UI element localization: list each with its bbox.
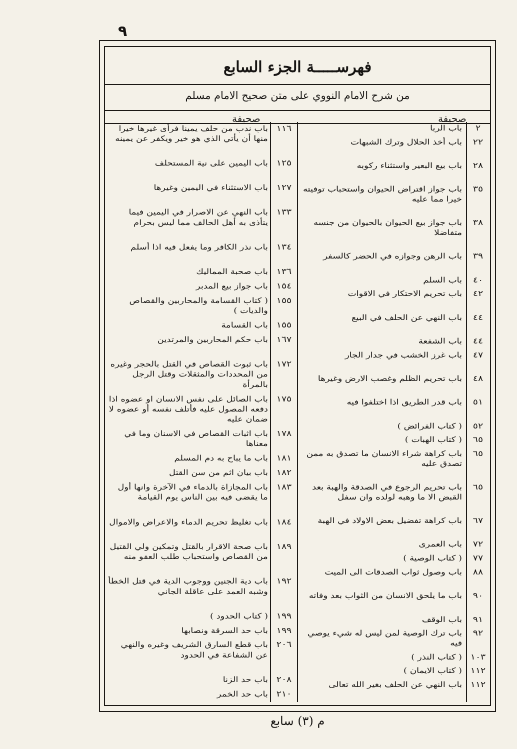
toc-entry: [104, 517, 296, 542]
toc-entry-page: ٤٤: [472, 313, 484, 323]
toc-entry: [298, 436, 490, 450]
toc-entry: [298, 554, 490, 568]
toc-entry-title: باب النهي عن الحلف في البيع: [351, 314, 462, 323]
toc-entry: [104, 321, 296, 335]
toc-entry-page: ١٨٩: [276, 542, 292, 552]
toc-entry-title: باب الرهن وجوازه في الحضر كالسفر: [323, 252, 462, 262]
toc-entry-page: ١٧٨: [276, 429, 292, 439]
toc-entry: [104, 483, 296, 518]
toc-entry-page: ١١٢: [470, 666, 486, 676]
toc-entry-page: ١٥٥: [276, 296, 292, 306]
toc-entry-title: باب حكم المحاربين والمرتدين: [157, 336, 268, 345]
toc-entry-page: ١٩٩: [276, 626, 292, 636]
toc-entry: [104, 690, 296, 704]
subtitle-divider: [104, 110, 491, 111]
toc-entry: [104, 124, 296, 159]
toc-entry: [104, 159, 296, 184]
toc-entry: [298, 667, 490, 681]
toc-entry-title: باب تغليظ تحريم الدماء والاعراض والاموال: [109, 518, 268, 527]
toc-entry: [104, 640, 296, 675]
toc-entry-page: ١٨٣: [276, 482, 292, 493]
toc-entry-page: ٤٢: [472, 289, 484, 299]
toc-entry-title: باب ترك الوصية لمن ليس له شيء يوصي فيه: [307, 629, 462, 648]
toc-entry: [298, 398, 490, 422]
toc-entry-page: ٩١: [472, 615, 484, 625]
toc-entry: [298, 483, 490, 516]
toc-entry-page: ١٧٥: [276, 394, 292, 404]
toc-entry: [298, 568, 490, 592]
toc-entry-title: باب دية الجنين ووجوب الدية في قتل الخطأ وشبه العمد على عاقلة الجاني: [108, 577, 268, 597]
toc-entry-page: ١٥٤: [276, 281, 292, 292]
toc-entry-title: باب حد السرقة ونصابها: [181, 626, 268, 636]
page-title: فهرســـــة الجزء السابع: [223, 58, 372, 76]
toc-entry-page: ٣٨: [472, 218, 484, 228]
toc-entry: [104, 612, 296, 626]
toc-entry-title: باب بيان اثم من سن القتل: [169, 469, 268, 478]
toc-entry-page: ١٧٢: [276, 359, 292, 370]
toc-entry-title: باب جواز بيع المدبر: [195, 282, 268, 292]
title-divider: [104, 84, 491, 85]
toc-entry: [298, 138, 490, 162]
toc-entry-page: ٥٢: [472, 421, 484, 431]
toc-entry-page: ٣٥: [472, 185, 484, 195]
toc-entry-title: ( كتاب الحدود ): [210, 612, 268, 621]
toc-entry-title: باب الوقف: [421, 616, 462, 625]
toc-entry-title: ( كتاب الايمان ): [403, 667, 462, 676]
toc-entry-page: ٥١: [472, 398, 484, 408]
toc-entry: [104, 296, 296, 321]
toc-entry-page: ١٣٤: [276, 242, 292, 253]
toc-entry: [298, 124, 490, 138]
toc-entry: [298, 592, 490, 616]
toc-entry-page: ٤٤: [472, 336, 484, 346]
toc-entry-title: باب ثبوت القصاص في القتل بالحجر وغيره من المحددات والمثقلات وقتل الرجل بالمرأة: [110, 360, 268, 390]
toc-entry-page: ١١٦: [276, 124, 292, 134]
toc-entry-page: ١٨٤: [276, 517, 292, 527]
toc-entry: [104, 243, 296, 268]
right-column-label: صحيفة: [438, 114, 467, 125]
toc-entry-title: باب حد الخمر: [217, 690, 268, 699]
toc-entry: [104, 468, 296, 482]
toc-entry-title: باب وصول ثواب الصدقات الى الميت: [324, 568, 462, 577]
toc-entry-title: باب اليمين على نية المستحلف: [154, 159, 268, 169]
toc-entry: [104, 282, 296, 296]
toc-entry-page: ٤٧: [472, 350, 484, 360]
toc-entry: [104, 675, 296, 689]
toc-entry-page: ٢: [475, 124, 481, 133]
toc-entry-title: باب تحريم الرجوع في الصدقة والهبة بعد القبض الا ما وهبه لولده وان سفل: [311, 483, 462, 502]
toc-entry-page: ١٣٦: [276, 267, 292, 277]
toc-entry-page: ٣٩: [472, 252, 484, 262]
toc-entry: [104, 335, 296, 360]
toc-entry: [298, 540, 490, 554]
toc-entry-title: باب الشفعة: [418, 337, 462, 346]
toc-entry-title: ( كتاب الوصية ): [403, 554, 462, 564]
toc-entry-page: ١٣٣: [276, 207, 292, 218]
toc-entry: [298, 185, 490, 218]
toc-entry-page: ٢٠٦: [276, 640, 292, 650]
toc-entry-title: باب كراهة شراء الانسان ما تصدق به ممن تصدق عليه: [306, 450, 462, 469]
toc-entry: [104, 360, 296, 395]
toc-entry-page: ٢٨: [472, 161, 484, 171]
toc-entry: [298, 681, 490, 705]
toc-entry-page: ٦٥: [472, 483, 484, 493]
toc-entry-page: ٤٨: [472, 374, 484, 384]
toc-entry: [298, 351, 490, 375]
toc-entry-title: باب نذر الكافر وما يفعل فيه اذا أسلم: [130, 243, 268, 253]
toc-entry-title: ( كتاب القسامة والمحاربين والقصاص والديات ): [129, 296, 268, 316]
toc-entry-title: باب الربا: [429, 124, 462, 133]
toc-entry-page: ١٢٧: [276, 183, 292, 193]
toc-entry-page: ٩٢: [472, 629, 484, 639]
toc-entry-title: باب جواز بيع الحيوان بالحيوان من جنسه متفاضلا: [313, 219, 462, 238]
toc-entry-page: ١٨٢: [276, 468, 292, 478]
toc-entry-title: باب ندب من حلف يمينا فرأى غيرها خيرا منها أن يأتي الذي هو خير ويكفر عن يمينه: [115, 124, 268, 144]
toc-entry-title: باب تحريم الظلم وغصب الارض وغيرها: [317, 375, 462, 384]
toc-entry-page: ٨٨: [472, 567, 484, 577]
toc-entry-title: باب كراهة تفضيل بعض الاولاد في الهبة: [317, 517, 462, 526]
toc-entry: [298, 337, 490, 351]
toc-entry-page: ٢١٠: [276, 689, 292, 699]
toc-entry-title: باب القسامة: [221, 321, 268, 331]
toc-entry-title: باب صحبة المماليك: [196, 268, 268, 277]
toc-entry: [298, 252, 490, 276]
toc-entry-title: باب النهي عن الحلف بغير الله تعالى: [328, 681, 462, 690]
toc-entry-title: ( كتاب النذر ): [411, 653, 462, 662]
toc-entry-page: ٦٧: [472, 516, 484, 526]
toc-entry: [298, 313, 490, 337]
toc-entry-page: ٩٠: [472, 591, 484, 601]
toc-entry-page: ١٨١: [276, 453, 292, 464]
toc-entry: [298, 290, 490, 314]
toc-entry-title: باب العمرى: [418, 540, 462, 550]
toc-entry-title: باب ما يلحق الانسان من الثواب بعد وفاته: [308, 592, 462, 601]
toc-entry: [104, 454, 296, 468]
toc-entry: [298, 450, 490, 483]
toc-entry: [104, 542, 296, 577]
toc-entry: [104, 626, 296, 640]
toc-entry: [298, 516, 490, 540]
toc-entry-page: ٢٢: [472, 137, 484, 147]
toc-entry-page: ١٦٧: [276, 335, 292, 345]
toc-entry-title: باب جواز اقتراض الحيوان واستحباب توفيته خيرا مما عليه: [302, 186, 462, 204]
toc-entry-page: ١١٢: [470, 680, 486, 690]
toc-entry: [104, 395, 296, 430]
toc-entry-title: باب صحة الاقرار بالقتل وتمكين ولي القتيل من القصاص واستحباب طلب العفو منه: [109, 542, 268, 562]
toc-entry-page: ٦٥: [472, 435, 484, 445]
toc-entry-title: باب تحريم الاحتكار في الاقوات: [347, 290, 462, 299]
toc-entry-title: باب بيع البعير واستثناء ركوبه: [356, 162, 462, 171]
toc-entry-page: ١٥٥: [276, 320, 292, 331]
toc-entry-title: باب قدر الطريق اذا اختلفوا فيه: [346, 398, 462, 408]
toc-entry: [298, 629, 490, 653]
toc-entry: [104, 429, 296, 454]
toc-entry-title: باب الصائل على نفس الانسان او عضوه اذا دفعه المصول عليه فأتلف نفسه أو عضوه لا ضمان عليه: [108, 395, 268, 425]
toc-entry-page: ١٩٩: [276, 611, 292, 621]
toc-entry: [104, 577, 296, 612]
toc-entry-page: ١٩٢: [276, 576, 292, 587]
toc-entry: [104, 183, 296, 208]
toc-entry-page: ٧٢: [472, 540, 484, 550]
toc-entry: [298, 615, 490, 629]
toc-entry-page: ٧٧: [472, 554, 484, 564]
toc-entry-page: ٦٥: [472, 449, 484, 459]
toc-entry-page: ١٠٣: [470, 652, 486, 662]
toc-entry-page: ٢٠٨: [276, 675, 292, 685]
left-column-label: صحيفة: [232, 114, 261, 125]
toc-entry-title: باب المجازاة بالدماء في الآخرة وانها أول ما يقضى فيه بين الناس يوم القيامة: [117, 483, 268, 503]
toc-entry: [298, 422, 490, 436]
toc-entry: [104, 208, 296, 243]
toc-entry-title: باب السلم: [423, 276, 462, 285]
toc-entry-title: باب ما يباح به دم المسلم: [174, 454, 268, 464]
page-subtitle: من شرح الامام النووي على متن صحيح الامام مسلم: [185, 90, 410, 102]
toc-entry: [298, 162, 490, 186]
toc-entry-title: باب الاستثناء في اليمين وغيرها: [153, 184, 268, 193]
toc-entry-title: باب اثبات القصاص في الاسنان وما في معناها: [124, 430, 268, 449]
toc-entry-title: باب قطع السارق الشريف وغيره والنهي عن الشفاعة في الحدود: [120, 641, 268, 660]
toc-entry-page: ٤٠: [472, 275, 484, 285]
toc-entry-title: باب أخذ الحلال وترك الشبهات: [350, 138, 462, 147]
toc-entry-page: ١٢٥: [276, 158, 292, 169]
toc-entry-title: ( كتاب الفرائض ): [397, 422, 462, 431]
toc-entry-title: ( كتاب الهبات ): [404, 436, 462, 445]
toc-entry-title: باب النهي عن الاصرار في اليمين فيما يتأذى به أهل الحالف مما ليس بحرام: [128, 208, 268, 228]
toc-entry: [298, 276, 490, 290]
toc-entry: [298, 219, 490, 252]
toc-entry: [298, 653, 490, 667]
page-footer: م (٣) سابع: [270, 714, 325, 728]
page-number: ٩: [118, 22, 128, 40]
toc-entry: [104, 267, 296, 281]
toc-entry-title: باب غرز الخشب في جدار الجار: [344, 351, 462, 360]
toc-entry: [298, 375, 490, 399]
toc-entry-title: باب حد الزنا: [222, 676, 268, 685]
